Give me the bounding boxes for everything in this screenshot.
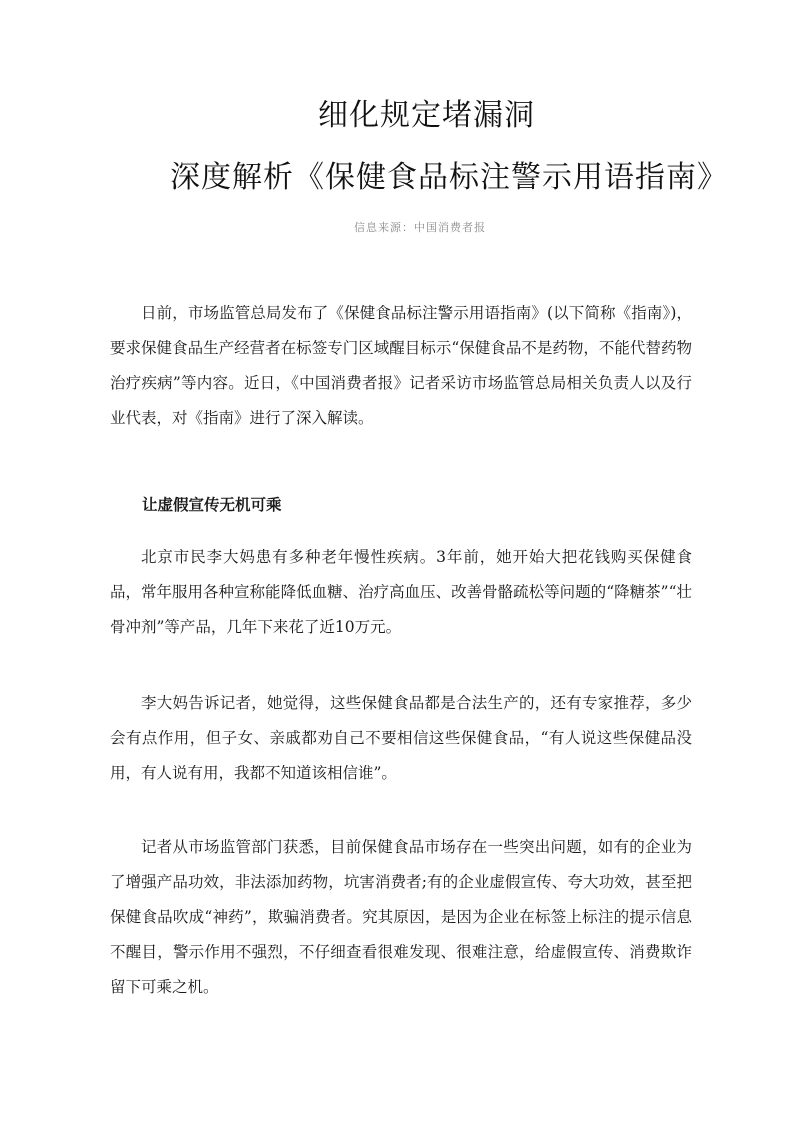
section-heading: 让虚假宣传无机可乘 bbox=[142, 495, 282, 514]
paragraph-market-problems: 记者从市场监管部门获悉，目前保健食品市场存在一些突出问题，如有的企业为了增强产品功效，非法添加药物，坑害消费者;有的企业虚假宣传、夸大功效，甚至把保健食品吹成“神药”，欺骗消费者。究其原因，是因为企业在标签上标注的提示信息不醒目，警示作用不强烈，不仔细查看很难发现、很难注意，给虚假宣传、消费欺诈留下可乘之机。 bbox=[110, 838, 692, 996]
paragraph-intro: 日前，市场监管总局发布了《保健食品标注警示用语指南》(以下简称《指南》)，要求保健食品生产经营者在标签专门区域醒目标示“保健食品不是药物，不能代替药物治疗疾病”等内容。近日，《中国消费者报》记者采访市场监管总局相关负责人以及行业代表，对《指南》进行了深入解读。 bbox=[110, 304, 692, 427]
paragraph-li-dama: 北京市民李大妈患有多种老年慢性疾病。3年前，她开始大把花钱购买保健食品，常年服用各种宣称能降低血糖、治疗高血压、改善骨骼疏松等问题的“降糖茶”“壮骨冲剂”等产品，几年下来花了近10万元。 bbox=[110, 548, 692, 636]
paragraph-li-dama-quote: 李大妈告诉记者，她觉得，这些保健食品都是合法生产的，还有专家推荐，多少会有点作用，但子女、亲戚都劝自己不要相信这些保健食品，“有人说这些保健品没用，有人说有用，我都不知道该相信谁”。 bbox=[110, 694, 692, 782]
title-line-1: 细化规定堵漏洞 bbox=[318, 98, 535, 133]
title-line-2: 深度解析《保健食品标注警示用语指南》 bbox=[170, 160, 728, 195]
source-line: 信息来源：中国消费者报 bbox=[354, 221, 486, 234]
